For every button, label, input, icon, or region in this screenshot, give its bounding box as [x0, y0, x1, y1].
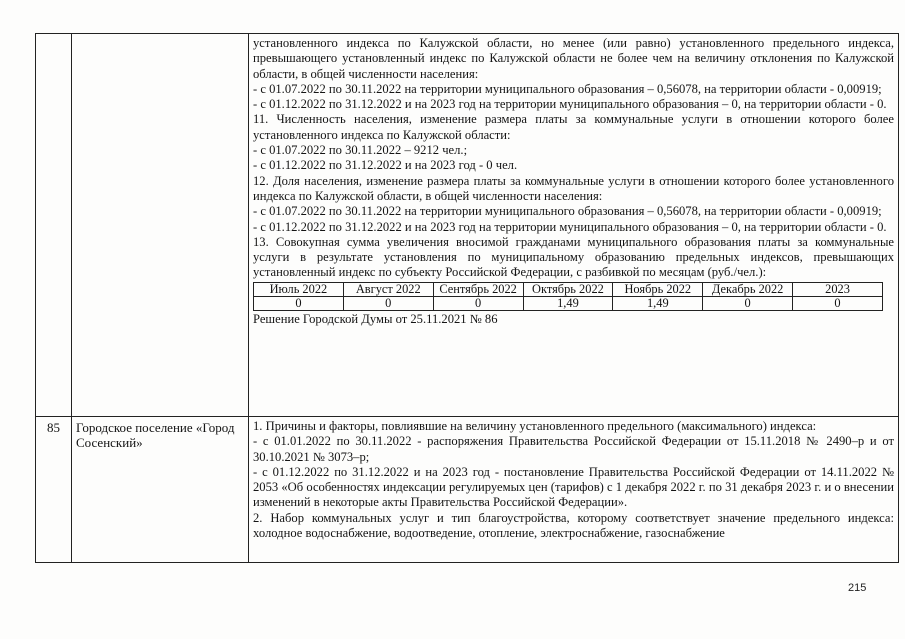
municipality-cell	[72, 34, 249, 417]
month-value: 0	[254, 296, 344, 310]
month-header: Ноябрь 2022	[613, 282, 703, 296]
paragraph: - с 01.12.2022 по 31.12.2022 и на 2023 год на территории муниципального образования – 0, на территории области - 0.	[253, 97, 887, 112]
paragraph: 1. Причины и факторы, повлиявшие на величину установленного предельного (максимального) индекса:	[253, 419, 817, 433]
table-row	[36, 417, 899, 563]
description-cell	[249, 34, 899, 417]
month-header: 2023	[793, 282, 883, 296]
month-value: 1,49	[523, 296, 613, 310]
page-number: 215	[848, 582, 867, 594]
month-value: 1,49	[613, 296, 703, 310]
month-header: Октябрь 2022	[523, 282, 613, 296]
paragraph: - с 01.01.2022 по 30.11.2022 - распоряжения Правительства Российской Федерации от 15.11.2018 № 2490–р и от 30.10.2021 № 3073–р;	[253, 434, 894, 464]
paragraph: - с 01.12.2022 по 31.12.2022 и на 2023 год - 0 чел.	[253, 158, 518, 173]
paragraph: 13. Совокупная сумма увеличения вносимой гражданами муниципального образования платы за коммунальные услуги в результате установления по муниципальному образованию предельных индексов, превышающих установленный индекс по субъекту Российской Федерации, с разбивкой по месяцам (руб./чел.):	[253, 234, 894, 280]
paragraph: - с 01.07.2022 по 30.11.2022 – 9212 чел.;	[253, 143, 468, 158]
paragraph: - с 01.12.2022 по 31.12.2022 и на 2023 год на территории муниципального образования – 0, на территории области - 0.	[253, 219, 887, 234]
month-value: 0	[703, 296, 793, 310]
paragraph: - с 01.12.2022 по 31.12.2022 и на 2023 год - постановление Правительства Российской Федерации от 14.11.2022 № 2053 «Об особенностях индексации регулируемых цен (тарифов) с 1 декабря 2022 г. по 31 декабря 2023 г. и о внесении изменений в некоторые акты Правительства Российской Федерации».	[253, 464, 894, 510]
months-value-row	[254, 296, 883, 310]
month-value: 0	[433, 296, 523, 310]
paragraph: 12. Доля населения, изменение размера платы за коммунальные услуги в отношении которого более установленного индекса по Калужской области, в общей численности населения:	[253, 173, 894, 203]
month-value: 0	[793, 296, 883, 310]
paragraph: 11. Численность населения, изменение размера платы за коммунальные услуги в отношении которого более установленного индекса по Калужской области:	[253, 112, 894, 142]
municipality-cell: Городское поселение «Город Сосенский»	[72, 417, 249, 563]
paragraph: - с 01.07.2022 по 30.11.2022 на территории муниципального образования – 0,56078, на территории области - 0,00919;	[253, 81, 882, 96]
month-header: Июль 2022	[254, 282, 344, 296]
month-value: 0	[343, 296, 433, 310]
description-cell	[249, 417, 899, 563]
paragraph: 2. Набор коммунальных услуг и тип благоустройства, которому соответствует значение предельного индекса: холодное водоснабжение, водоотведение, отопление, электроснабжение, газоснабжение	[253, 510, 894, 541]
month-header: Август 2022	[343, 282, 433, 296]
month-header: Сентябрь 2022	[433, 282, 523, 296]
row-number-cell: 85	[36, 417, 72, 563]
document-table	[35, 33, 899, 563]
months-table	[253, 282, 883, 311]
months-header-row	[254, 282, 883, 296]
paragraph: установленного индекса по Калужской области, но менее (или равно) установленного предельного индекса, превышающего установленный индекс по Калужской области не более чем на величину отклонения по Калужской области, в общей численности населения:	[253, 36, 894, 81]
table-row	[36, 34, 899, 417]
decision-reference: Решение Городской Думы от 25.11.2021 № 86	[253, 311, 498, 326]
month-header: Декабрь 2022	[703, 282, 793, 296]
row-number-cell	[36, 34, 72, 417]
paragraph: - с 01.07.2022 по 30.11.2022 на территории муниципального образования – 0,56078, на территории области - 0,00919;	[253, 204, 882, 219]
